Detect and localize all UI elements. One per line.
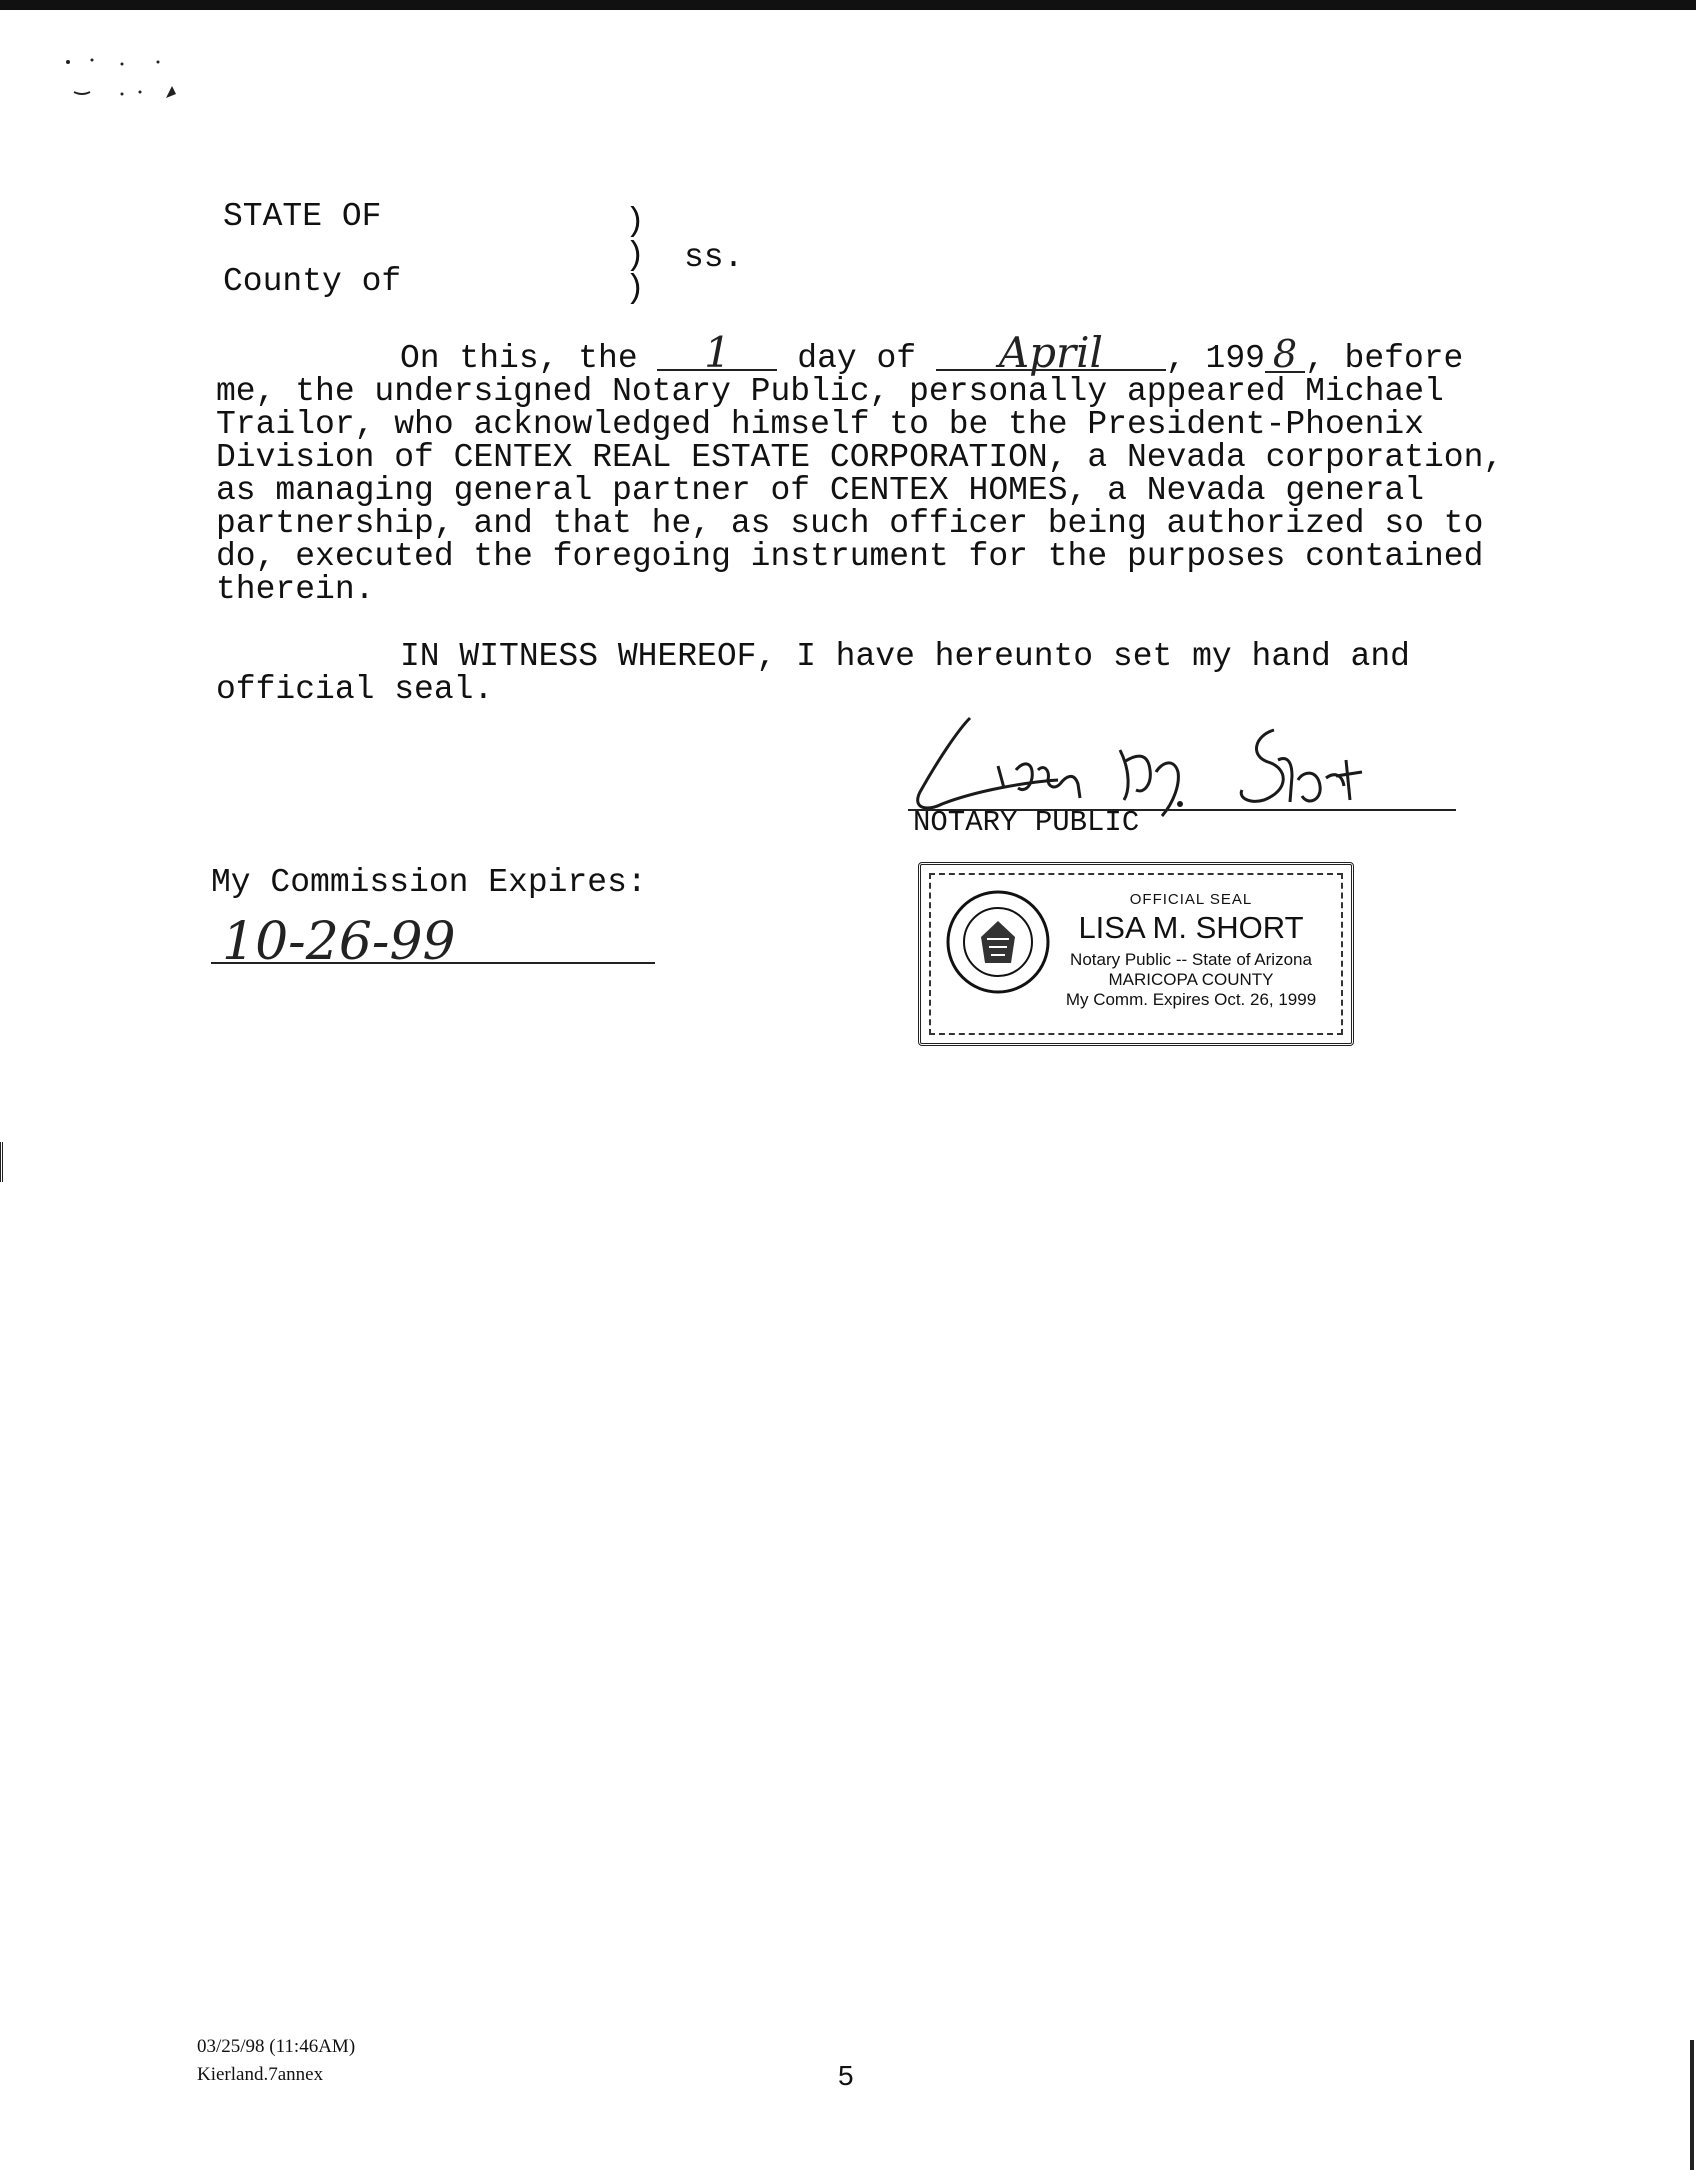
county-label: County of [223,263,402,300]
seal-heading: OFFICIAL SEAL [1129,891,1253,908]
acknowledgment-paragraph [216,328,1516,608]
acknowledgment-line: partnership, and that he, as such officer being authorized so to [216,505,1484,542]
acknowledgment-line: do, executed the foregoing instrument for the purposes contained [216,538,1484,575]
footer-file-name: Kierland.7annex [197,2064,324,2085]
signature-title: NOTARY PUBLIC [913,806,1140,839]
acknowledgment-line: as managing general partner of CENTEX HOMES, a Nevada general [216,472,1424,509]
day-of-text: day of [797,340,917,377]
venue-paren-1: ) [625,203,645,240]
month-value: April [998,328,1103,377]
venue-paren-2: ) [625,237,645,274]
seal-line-3: My Comm. Expires Oct. 26, 1999 [1065,990,1317,1009]
venue-ss: ss. [684,239,744,276]
month-field [936,328,1166,377]
day-field [657,328,777,377]
scan-top-edge [0,0,1696,10]
acknowledgment-line: Trailor, who acknowledged himself to be the President-Phoenix [216,406,1424,443]
year-digit-field [1265,332,1305,376]
witness-line-2: official seal. [216,671,494,708]
seal-line-1: Notary Public -- State of Arizona [1070,950,1312,969]
acknowledgment-first-line [216,328,1516,377]
scan-specks [60,50,190,110]
seal-name: LISA M. SHORT [1078,910,1304,945]
day-value: 1 [704,328,731,377]
seal-line-2: MARICOPA COUNTY [1108,970,1274,989]
scan-edge-mark-right [1690,2040,1694,2170]
footer-timestamp: 03/25/98 (11:46AM) [197,2036,356,2057]
year-prefix: , 199 [1165,340,1265,377]
state-seal-emblem-icon [943,887,1053,997]
commission-label: My Commission Expires: [211,864,647,901]
page-number: 5 [838,2060,854,2091]
lead-text: On this, the [400,340,638,377]
scan-edge-mark [0,1142,9,1182]
seal-text-block [1041,865,1341,1010]
witness-line-1: IN WITNESS WHEREOF, I have hereunto set my hand and [400,638,1410,675]
witness-paragraph [216,640,1516,706]
commission-date: 10-26-99 [222,912,456,972]
venue-paren-3: ) [625,270,645,307]
official-seal-stamp [918,862,1354,1046]
year-digit-value: 8 [1272,332,1298,376]
commission-underline [211,962,655,964]
acknowledgment-line: Division of CENTEX REAL ESTATE CORPORATION, a Nevada corporation, [216,439,1504,476]
acknowledgment-line: therein. [216,571,375,608]
state-label: STATE OF [223,198,382,235]
before-text: , before [1304,340,1464,377]
acknowledgment-line: me, the undersigned Notary Public, personally appeared Michael [216,373,1444,410]
